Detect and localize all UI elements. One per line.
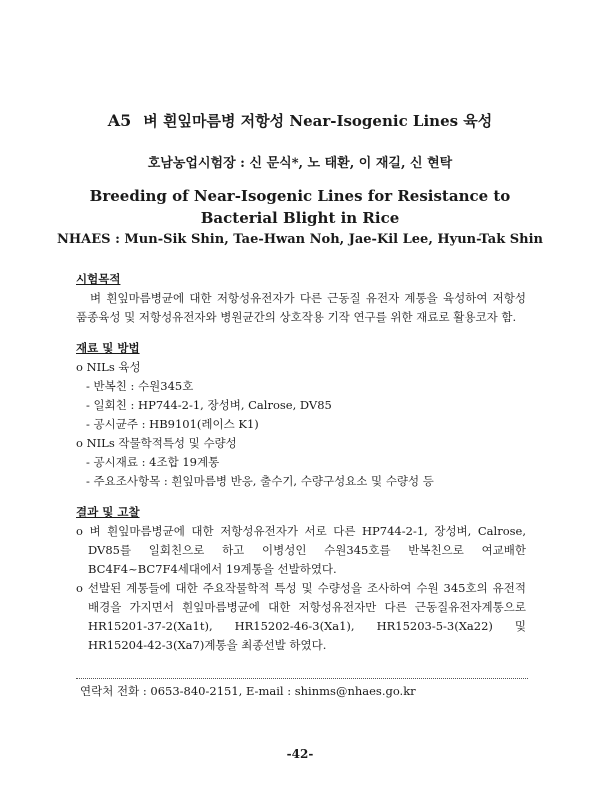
objective-heading: 시험목적 (76, 272, 121, 286)
authors-korean: 호남농업시험장 : 신 문식*, 노 태환, 이 재길, 신 현탁 (147, 156, 453, 171)
divider-line (76, 678, 528, 679)
section-methods (76, 339, 526, 491)
section-results (76, 503, 526, 655)
page-number: -42- (286, 747, 314, 761)
results-bullet: o 선발된 계통들에 대한 주요작물학적 특성 및 수량성을 조사하여 수원 345호의 유전적 배경을 가지면서 흰잎마름병균에 대한 저항성유전자만 다른 근동질유전자계통으로 HR15201-37-2(Xa1t), HR15202-46-3(Xa1), HR15203-5-3(Xa22) 및 HR15204-42-3(Xa7)계통을 최종선발 하였다. (76, 581, 526, 652)
title-korean (0, 110, 600, 131)
objective-text: 벼 흰잎마름병균에 대한 저항성유전자가 다른 근동질 유전자 계통을 육성하여 저항성 품종육성 및 저항성유전자와 병원균간의 상호작용 기작 연구를 위한 재료로 활용코자 함. (76, 291, 526, 324)
results-heading: 결과 및 고찰 (76, 505, 140, 519)
methods-item-2: o NILs 작물학적특성 및 수량성 (76, 436, 237, 450)
methods-item-1-sub: - 반복친 : 수원345호 (86, 379, 194, 393)
abstract-code: A5 (107, 111, 132, 130)
authors-english: NHAES : Mun-Sik Shin, Tae-Hwan Noh, Jae-Kil Lee, Hyun-Tak Shin (57, 232, 543, 247)
results-bullet: o 벼 흰잎마름병균에 대한 저항성유전자가 서로 다른 HP744-2-1, 장성벼, Calrose, DV85를 일회친으로 하고 이병성인 수원345호를 반복친으로 여교배한 BC4F4~BC7F4세대에서 19계통을 선발하였다. (76, 524, 526, 576)
section-objective (76, 270, 526, 327)
title-text: 벼 흰잎마름병 저항성 Near-Isogenic Lines 육성 (143, 112, 493, 130)
methods-item-2-sub: - 주요조사항목 : 흰잎마름병 반응, 출수기, 수량구성요소 및 수량성 등 (86, 474, 434, 488)
methods-item-1-sub: - 일회친 : HP744-2-1, 장성벼, Calrose, DV85 (86, 398, 332, 412)
contact-info: 연락처 전화 : 0653-840-2151, E-mail : shinms@nhaes.go.kr (80, 684, 416, 698)
methods-item-1-sub: - 공시균주 : HB9101(레이스 K1) (86, 417, 259, 431)
methods-item-2-sub: - 공시재료 : 4조합 19계통 (86, 455, 220, 469)
methods-heading: 재료 및 방법 (76, 341, 140, 355)
title-english: Breeding of Near-Isogenic Lines for Resistance to Bacterial Blight in Rice (89, 187, 511, 227)
methods-item-1: o NILs 육성 (76, 360, 141, 374)
body-text (76, 270, 526, 667)
